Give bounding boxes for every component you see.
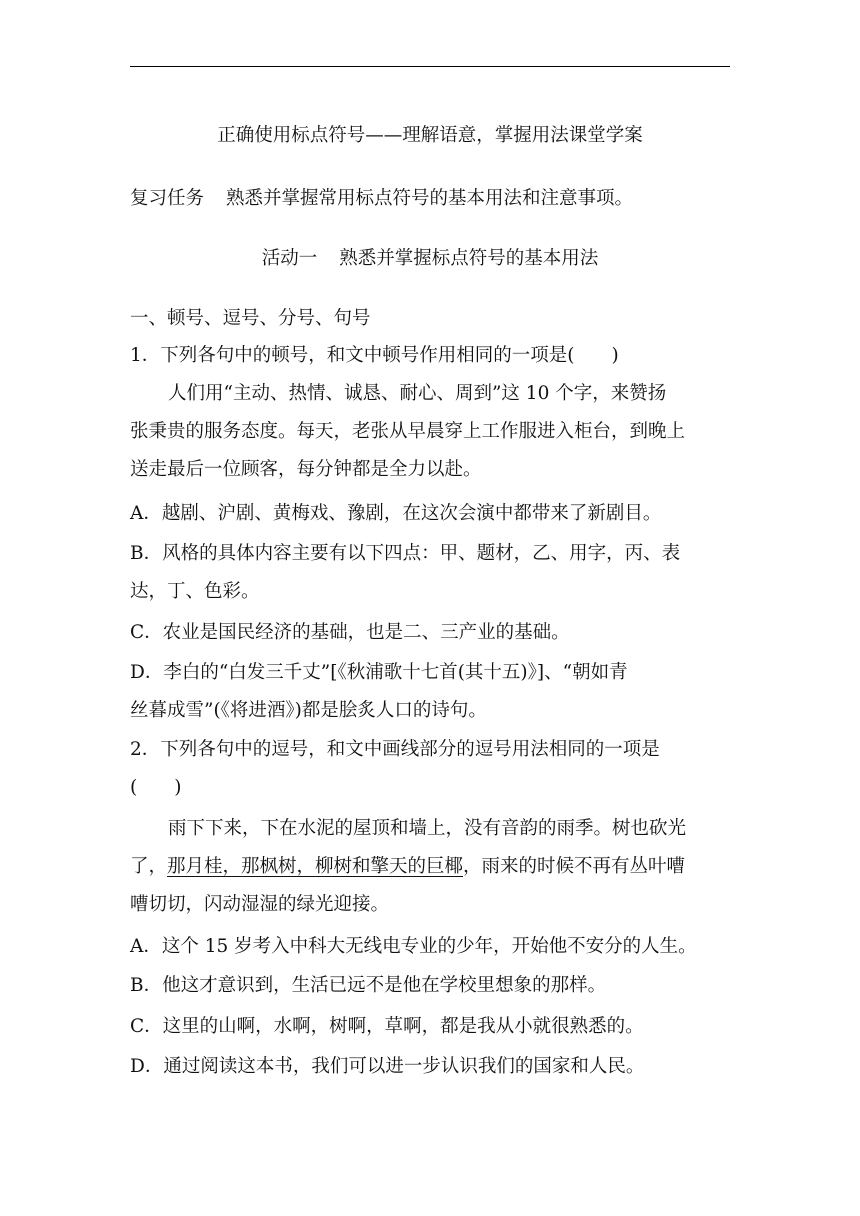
q2-stem-cont: ( ) [130, 777, 182, 798]
q2-underlined-text: 那月桂，那枫树，柳树和擎天的巨椰 [167, 856, 464, 877]
q2-passage-line [130, 853, 730, 881]
review-task-text: 熟悉并掌握常用标点符号的基本用法和注意事项。 [226, 188, 634, 209]
q2-passage-line: 嘈切切，闪动湿湿的绿光迎接。 [130, 894, 390, 915]
q1-option-b: B．风格的具体内容主要有以下四点：甲、题材，乙、用字，丙、表 [130, 543, 681, 564]
q1-stem: 1．下列各句中的顿号，和文中顿号作用相同的一项是( ) [130, 345, 619, 366]
q1-option-c: C．农业是国民经济的基础，也是二、三产业的基础。 [130, 622, 570, 643]
q1-option-d-cont: 丝暮成雪”(《将进酒》)都是脍炙人口的诗句。 [130, 700, 487, 721]
review-task-label: 复习任务 [130, 188, 205, 209]
q2-option-d: D．通过阅读这本书，我们可以进一步认识我们的国家和人民。 [130, 1056, 645, 1077]
q1-option-d: D．李白的“白发三千丈”[《秋浦歌十七首(其十五)》]、“朝如青 [130, 662, 628, 683]
q2-passage-pre: 了， [130, 856, 168, 877]
q2-option-b: B．他这才意识到，生活已远不是他在学校里想象的那样。 [130, 975, 607, 996]
activity-text: 熟悉并掌握标点符号的基本用法 [339, 248, 599, 269]
activity-heading [130, 245, 730, 273]
review-task [130, 185, 730, 213]
q2-stem: 2．下列各句中的逗号，和文中画线部分的逗号用法相同的一项是 [130, 739, 660, 760]
q2-option-c: C．这里的山啊，水啊，树啊，草啊，都是我从小就很熟悉的。 [130, 1016, 644, 1037]
q1-option-b-cont: 达，丁、色彩。 [130, 581, 260, 602]
q1-passage-line: 人们用“主动、热情、诚恳、耐心、周到”这 10 个字，来赞扬 [168, 383, 667, 404]
section-heading: 一、顿号、逗号、分号、句号 [130, 308, 371, 329]
q2-passage-post: ，雨来的时候不再有丛叶嘈 [463, 856, 686, 877]
q2-option-a: A．这个 15 岁考入中科大无线电专业的少年，开始他不安分的人生。 [130, 936, 697, 957]
page-title: 正确使用标点符号——理解语意，掌握用法课堂学案 [217, 125, 643, 146]
q1-passage-line: 送走最后一位顾客，每分钟都是全力以赴。 [130, 459, 482, 480]
activity-label: 活动一 [261, 248, 318, 269]
q1-option-a: A．越剧、沪剧、黄梅戏、豫剧，在这次会演中都带来了新剧目。 [130, 503, 662, 524]
header-rule [130, 66, 730, 67]
q1-passage-line: 张秉贵的服务态度。每天，老张从早晨穿上工作服进入柜台，到晚上 [130, 421, 686, 442]
q2-passage-line: 雨下下来，下在水泥的屋顶和墙上，没有音韵的雨季。树也砍光 [168, 818, 687, 839]
